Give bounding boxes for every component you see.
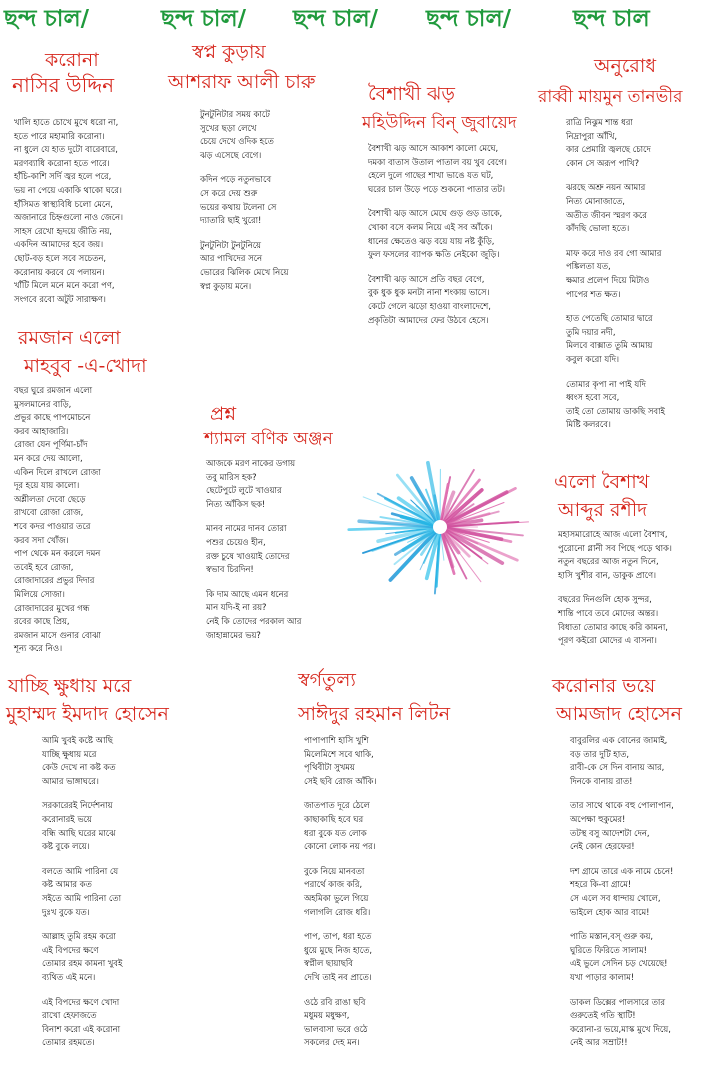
poem-line: পশুর চেয়েও হীন, <box>206 536 266 547</box>
poem-body <box>304 734 464 1074</box>
poem-line: প্রকৃতিটা আমাদের ফের উঠবে হেসে। <box>368 314 489 325</box>
poem-line: টুনটুনিটা টুনটুনিয়ে <box>200 239 261 250</box>
poem-line: আজকে মরণ নাকের ডগায় <box>206 458 296 468</box>
poem-line: ফুল ফসলের ব্যাপক ক্ষতি নেইকো জুড়ি। <box>368 249 500 260</box>
poem-line: রোজাদারের প্রভুর দিদার <box>14 575 95 586</box>
poem-line: চেয়ে দেখে ওদিক হতে <box>200 136 274 147</box>
poem-line: কদিন পড়ে নতুনভাবে <box>200 174 271 185</box>
poem-line: সরকারেরই নির্দেশনায় <box>42 800 113 811</box>
poem-line: খাঁটি মিলে মনে মনে করো পণ, <box>14 280 115 291</box>
stanza-gap <box>570 854 716 865</box>
poem-line: পাপাপাশি হাসি খুশি <box>304 735 369 745</box>
poem-line: তবু মারিস হক? <box>206 471 257 482</box>
poem-line: শবে কদর পাওয়ার তরে <box>14 520 91 531</box>
poem-author: আমজাদ হোসেন <box>556 703 682 725</box>
poem-title: এলো বৈশাখ <box>554 471 650 493</box>
poem-line: অজানারে চিহ্নগুলো নাও জেনে। <box>14 212 124 223</box>
poem-line: সে এলে সব ধান্দায় খোলে, <box>570 892 661 903</box>
stanza-gap <box>566 367 714 378</box>
poem-line: ওঠে রবি রাঙা ছবি <box>304 996 366 1007</box>
poem-line: নেই কোন হেরফের! <box>570 841 635 852</box>
poem-line: করোনা-র ভয়ে,মাস্ক মুখে দিয়ে, <box>570 1023 671 1034</box>
poem-line: আমার ভাঙ্গাঘরে। <box>42 775 99 786</box>
poem-line: বৈশাখী ঝড় আসে আকাশ কালো মেঘে, <box>368 143 499 153</box>
poem-line: ভয়ের কথায় টলেনা সে <box>200 201 277 212</box>
poem-line: ধরা বুকে যত লোক <box>304 827 367 838</box>
poem-line: ভয় না পেয়ে একাকি থাকো ঘরে। <box>14 184 122 195</box>
poem-line: খালি হাতে চোখে মুখে ধরো না, <box>14 117 119 127</box>
poem-title: রমজান এলো <box>18 327 121 349</box>
stanza-gap <box>304 985 464 996</box>
poem-line: না ধুলে যে হাত দুটো বারেবারে, <box>14 144 118 155</box>
poem-line: হাসি খুশীর বান, ডাকুক প্রাণে। <box>558 569 657 580</box>
stanza-gap <box>42 985 222 996</box>
poem-line: সকলের দেহ মন। <box>304 1037 360 1048</box>
poem-author: মাহবুব -এ-খোদা <box>24 355 147 377</box>
stanza-gap <box>200 228 350 239</box>
poem-line: পাপ, তাপ, ধরা হতে <box>304 931 372 942</box>
poem-title: করোনা <box>45 49 99 71</box>
poem-line: কাঁদছি ভোলা হতে। <box>566 223 630 234</box>
poem-line: মিলিয়ে সোজা। <box>14 588 65 599</box>
poem-body <box>200 108 350 291</box>
poem-line: ভাইলে হোক আর বামে! <box>570 906 650 917</box>
poem-line: মিলেমিশে সবে থাকি, <box>304 748 374 759</box>
poem-line: এই বিপদের ক্ষণে খোদা <box>42 996 120 1007</box>
poem-line: ঘুরিতে ফিরিতে সালাম! <box>570 944 647 955</box>
poem-line: ডাকল ডিক্সের পালসারে তার <box>570 996 665 1007</box>
poem-line: কেটে গেলে ঝড়ো হাওয়া বাংলাদেশে, <box>368 300 491 311</box>
poem-line: ব্যথিত এই মনে। <box>42 971 96 982</box>
poem-line: টুনটুনিটার সময় কাটে <box>200 109 270 119</box>
poem-line: হেলে দুলে গাছের শাখা ভাঙে যত ঘট, <box>368 170 494 181</box>
poem-line: হাঁচি-কাশি সর্দি জ্বর হলে পরে, <box>14 171 112 182</box>
poem-line: দিনকে বানায় রাত! <box>570 775 633 786</box>
stanza-gap <box>304 854 464 865</box>
poem-line: মন করে দেয় আলো, <box>14 452 83 463</box>
poem-author: শ্যামল বণিক অঞ্জন <box>204 429 333 449</box>
poem-line: দূর হয়ে যায় কালো। <box>14 480 80 491</box>
poem-line: তাই তো তোমায় ডাকছি সবাই <box>566 405 665 416</box>
stanza-gap <box>566 170 714 181</box>
poem-line: রবের কাছে প্রিয়, <box>14 616 70 627</box>
poem-line: শূন্য করে নিও। <box>14 643 63 654</box>
poem-line: দশ গ্রামে তারে এক নামে চেনে! <box>570 865 674 876</box>
poem-line: পূরণ কইরো মোদের এ বাসনা। <box>558 635 657 646</box>
poem-line: মুসলমানের বাড়ি, <box>14 398 72 409</box>
poem-line: পাতি মস্তান,বস্ গুরু কয়, <box>570 931 654 942</box>
poem-line: বৈশাখী ঝড় আসে মেঘে গুড় গুড় ডাকে, <box>368 208 503 219</box>
stanza-gap <box>558 582 716 593</box>
stanza-gap <box>42 919 222 930</box>
poem-line: তার সাথে থাকে বহু পোলাপান, <box>570 800 674 811</box>
poem-line: গুরুতেই গতি স্থাটি! <box>570 1010 636 1021</box>
poem-line: নিদ্রাপুরা আঁখি, <box>566 130 618 141</box>
stanza-gap <box>200 162 350 173</box>
poem-line: গলাগলি রোজ ধরি। <box>304 906 371 917</box>
poem-line: তোমার রহমতে। <box>42 1037 95 1048</box>
poem-line: শহরে কি-বা গ্রামে! <box>570 879 632 890</box>
poem-line: সেই ছবি রোজ আঁকি। <box>304 775 377 786</box>
poem-title: যাচ্ছি ক্ষুধায় মরে <box>8 675 132 697</box>
poem-line: পাপের শত ক্ষত। <box>566 288 621 299</box>
poem-line: বুক ধুক ধুক মনটা নানা শংকায় ভাসে। <box>368 287 490 298</box>
poem-line: রক্ত চুষে খাওয়াই তোদের <box>206 550 290 561</box>
poem-line: মিষ্টি কলরবে। <box>566 419 611 430</box>
poem-author: মুহাম্মদ ইমদাদ হোসেন <box>6 703 169 725</box>
poem-line: ধুয়ে মুছে নিজ হাতে, <box>304 944 373 955</box>
poem-line: কেউ দেখে না কষ্ট কত <box>42 762 116 773</box>
poem-line: দুঃখ বুকে যত। <box>42 906 90 917</box>
poem-line: একিন দিলে রাখলে রোজা <box>14 466 101 477</box>
poem-line: সইতে আমি পারিনা তো <box>42 892 121 903</box>
poem-line: তবেই হবে রোজা, <box>14 561 74 572</box>
stanza-gap <box>206 511 351 522</box>
stanza-gap <box>566 301 714 312</box>
poem-line: জাতপাত দূরে ঠেলে <box>304 800 370 811</box>
poem-line: আর পাখিদের সনে <box>200 253 262 264</box>
poem-title: স্বপ্ন কুড়ায় <box>192 41 266 63</box>
poem-line: অহমিকা ভুলে গিয়ে <box>304 892 369 903</box>
poem-author: নাসির উদ্দিন <box>12 73 115 97</box>
poem-line: পরার্থে কাজ করি, <box>304 879 363 890</box>
poem-line: বড় তার দুটি হাত, <box>570 748 630 759</box>
poem-line: ভোরের ঝিলিক মেখে নিয়ে <box>200 266 289 277</box>
poem-line: প্রভুর কাছে পাপমোচনে <box>14 412 91 423</box>
poem-line: রাখো হেফাজতে <box>42 1010 97 1021</box>
poem-line: রোজা যেন পূর্ণিমা-চাঁদ <box>14 439 88 450</box>
poem-line: হাত পেতেছি তোমার দ্বারে <box>566 313 653 324</box>
poem-author: মহিউদ্দিন বিন্ জুবায়েদ <box>362 113 517 133</box>
poem-line: ঝড় এসেছে বেগে। <box>200 149 262 160</box>
poem-line: অশ্লীলতা দেবো ছেড়ে <box>14 493 86 504</box>
poem-line: বছর ঘুরে রমজান এলো <box>14 385 93 395</box>
poem-line: বলতে আমি পারিনা যে <box>42 865 119 876</box>
poem-line: ঘরের চাল উড়ে পড়ে শুকনো পাতার তট। <box>368 183 505 194</box>
poem-line: ছেটেপুটে লুটে খাওয়ার <box>206 485 282 496</box>
poem-line: জাহান্নামের ভয়? <box>206 629 261 640</box>
poem-line: অতীত জীবন স্মরণ করে <box>566 209 647 220</box>
poem-line: হতে পারে মহামারি করোনা। <box>14 130 105 141</box>
stanza-gap <box>206 577 351 588</box>
poem-line: মহাসমারোহে আজ এলো বৈশাখ, <box>558 529 668 539</box>
stanza-gap <box>368 262 553 273</box>
poem-line: করব সদা খোঁজ। <box>14 534 69 545</box>
poem-line: এই বিপদের ক্ষণে <box>42 944 99 955</box>
poem-line: শান্তি পাবে তবে মোদের অন্তর। <box>558 607 659 618</box>
stanza-gap <box>566 236 714 247</box>
poem-author: রাব্বী মায়মুন তানভীর <box>538 87 683 107</box>
poem-line: সাহস রেখো হৃদয়ে জীতি নয়, <box>14 225 112 236</box>
poem-title: বৈশাখী ঝড় <box>368 83 455 105</box>
poem-line: দেখি তাই নব প্রাতে। <box>304 971 372 982</box>
poem-line: তটস্থ বসু আদেশটা দেন, <box>570 827 650 838</box>
poem-line: রমজান মাসে গুনার বোঝা <box>14 629 101 640</box>
poem-line: রাখবো রোজা রোজ, <box>14 507 84 518</box>
poem-line: রাবী-কে সে দিন বানায় আর, <box>570 762 665 773</box>
poem-line: কার প্রেমাগ্নি জ্বলছে চোদে <box>566 144 651 155</box>
poem-body <box>558 528 716 664</box>
poem-line: মান যদি-ই না রয়? <box>206 602 267 613</box>
poem-line: কোন সে অরূপ পাখি? <box>566 157 640 168</box>
poem-line: পাপ থেকে মন করলে দমন <box>14 548 101 559</box>
poem-line: ধানের ক্ষেতেও ঝড় বয়ে যায় নষ্ট কুঁড়ি, <box>368 235 495 246</box>
stanza-gap <box>304 788 464 799</box>
poem-body <box>14 116 194 312</box>
poem-author: সাঈদুর রহমান লিটন <box>298 703 451 725</box>
poem-author: আশরাফ আলী চারু <box>168 71 316 93</box>
poem-line: যাচ্ছি ক্ষুধায় মরে <box>42 748 97 759</box>
poem-line: রাত্রি নিঝুম শান্ত ধরা <box>566 117 633 127</box>
header-word-3: ছন্দ চাল/ <box>293 6 379 32</box>
poem-line: ধ্বংস হবো সবে, <box>566 392 620 403</box>
poem-author: আব্দুর রশীদ <box>558 499 648 521</box>
poem-line: কোনো লোক নয় পর। <box>304 841 376 852</box>
poem-line: স্বভাব চিরদিন! <box>206 564 254 575</box>
poem-line: যখা পাড়ার কালাম! <box>570 971 635 982</box>
poem-line: বাবুরলির এক বোনের জামাই, <box>570 735 668 745</box>
poem-line: দমকা বাতাস উতাল পাতাল বয় খুব বেগে। <box>368 156 507 167</box>
poem-line: আল্লাহ তুমি রহম করো <box>42 931 116 942</box>
poem-line: ছোট-বড় হলে সবে সচেতন, <box>14 252 107 263</box>
poem-title: প্রশ্ন <box>210 403 237 425</box>
poem-line: তোমার রহম কামনা খুবই <box>42 958 123 969</box>
poem-body <box>368 142 553 352</box>
poem-line: পঙ্কিলতা যত, <box>566 261 611 272</box>
poem-line: মধুময় মধুক্ষণ, <box>304 1010 350 1021</box>
poem-line: কবুল করো যদি। <box>566 353 619 364</box>
poem-line: তোমার কৃপা না পাই যদি <box>566 378 646 389</box>
poem-line: ঝরছে অশ্রু নয়ন আমার <box>566 182 646 193</box>
poem-line: নিত্য আঁকিস ছক! <box>206 498 266 509</box>
header-word-5: ছন্দ চাল <box>573 6 650 32</box>
poem-line: তুমি দয়ার নদী, <box>566 326 616 337</box>
poem-line: রোজাদারের মুখের গন্ধ <box>14 602 90 613</box>
poem-line: স্বপ্ন কুড়ায় মনে। <box>200 280 252 291</box>
poem-line: ক্ষমার প্রলেপ দিয়ে মিটাও <box>566 274 650 285</box>
header-word-1: ছন্দ চাল/ <box>4 6 90 32</box>
poem-line: কি দাম আছে এমন ধনের <box>206 588 289 599</box>
poem-line: করোনায় করবে যে পলায়ন। <box>14 266 105 277</box>
poem-line: ভালবাসা ভরে ওঠে <box>304 1023 368 1034</box>
poem-line: মাফ করে দাও রব গো আমার <box>566 247 662 258</box>
poem-line: বুকে নিয়ে মানবতা <box>304 865 365 876</box>
poem-title: স্বর্গতুল্য <box>298 669 356 691</box>
poem-line: সে করে দেয় শুরু <box>200 187 258 198</box>
poem-line: মরণব্যাধি করোনা হতে পারে। <box>14 157 110 168</box>
header-word-4: ছন্দ চাল/ <box>426 6 512 32</box>
stanza-gap <box>570 985 716 996</box>
poem-line: নেই আর সম্রাট!! <box>570 1037 628 1048</box>
poem-body <box>42 734 222 1074</box>
poem-line: কষ্ট বুকে লয়ে। <box>42 841 90 852</box>
poem-line: বৈশাখী ঝড় আসে প্রতি বছর বেগে, <box>368 273 485 284</box>
poem-line: অপেক্ষা হুকুমের! <box>570 813 626 824</box>
poem-title: অনুরোধ <box>594 55 657 77</box>
poem-line: করোনারই ভয়ে <box>42 813 92 824</box>
poem-body <box>566 116 714 442</box>
poem-line: নতুন বছরের আজ নতুন দিনে, <box>558 556 659 567</box>
stanza-gap <box>304 919 464 930</box>
poem-line: একদিন আমাদের হবে জয়। <box>14 239 104 250</box>
poem-body <box>14 384 194 654</box>
stanza-gap <box>368 196 553 207</box>
poem-line: মানব নামের দানব তোরা <box>206 523 287 534</box>
poem-line: মিলবে বাক্সাত তুমি আমায় <box>566 340 653 351</box>
poem-line: পৃথিবীটা সুখময় <box>304 762 355 773</box>
poem-line: বছরের দিনগুলি হোক সুন্দর, <box>558 594 652 605</box>
stanza-gap <box>42 854 222 865</box>
poem-line: করব আহাজারি। <box>14 425 69 436</box>
poem-line: হাঁসিমত স্বাস্থ্যবিধি চলো মেনে, <box>14 198 113 209</box>
poem-title: করোনার ভয়ে <box>552 675 656 697</box>
poem-body <box>206 457 351 653</box>
poem-line: নিত্য মোনাজাতে, <box>566 195 625 206</box>
poem-line: সংগবে রবো অটুট সারাক্ষণ। <box>14 293 106 304</box>
poem-line: পুরোনো গ্লানী সব পিছে পড়ে থাক। <box>558 542 672 553</box>
stanza-gap <box>570 919 716 930</box>
poem-line: সুখের ছড়া লেখে <box>200 122 257 133</box>
poem-line: আমি খুবই কষ্টে আছি <box>42 735 113 745</box>
stanza-gap <box>42 788 222 799</box>
color-burst-graphic <box>345 455 530 595</box>
poem-line: খোকা বসে কলম নিয়ে এই সব আঁকে। <box>368 221 493 232</box>
poem-line: বিনাশ করো এই করোনা <box>42 1023 121 1034</box>
poem-body <box>570 734 716 1074</box>
stanza-gap <box>570 788 716 799</box>
burst-center <box>433 520 447 534</box>
poem-line: দ্যাতারি ছাই খুরো! <box>200 215 262 226</box>
poem-line: নেই কি তোদের পরকাল আর <box>206 615 302 626</box>
header-word-2: ছন্দ চাল/ <box>161 6 247 32</box>
poem-line: এই ভুলে সেদিন চড় খেয়েছে! <box>570 958 668 969</box>
poem-line: কাছাকাছি হবে ঘর <box>304 813 364 824</box>
poem-line: বন্ধি আছি ঘরের মাঝে <box>42 827 116 838</box>
poem-line: কষ্ট আমার কত <box>42 879 92 890</box>
poem-line: স্বপ্নীল ছায়াছবি <box>304 958 353 969</box>
poem-line: বিধাতা তোমার কাছে করি কামনা, <box>558 621 668 632</box>
